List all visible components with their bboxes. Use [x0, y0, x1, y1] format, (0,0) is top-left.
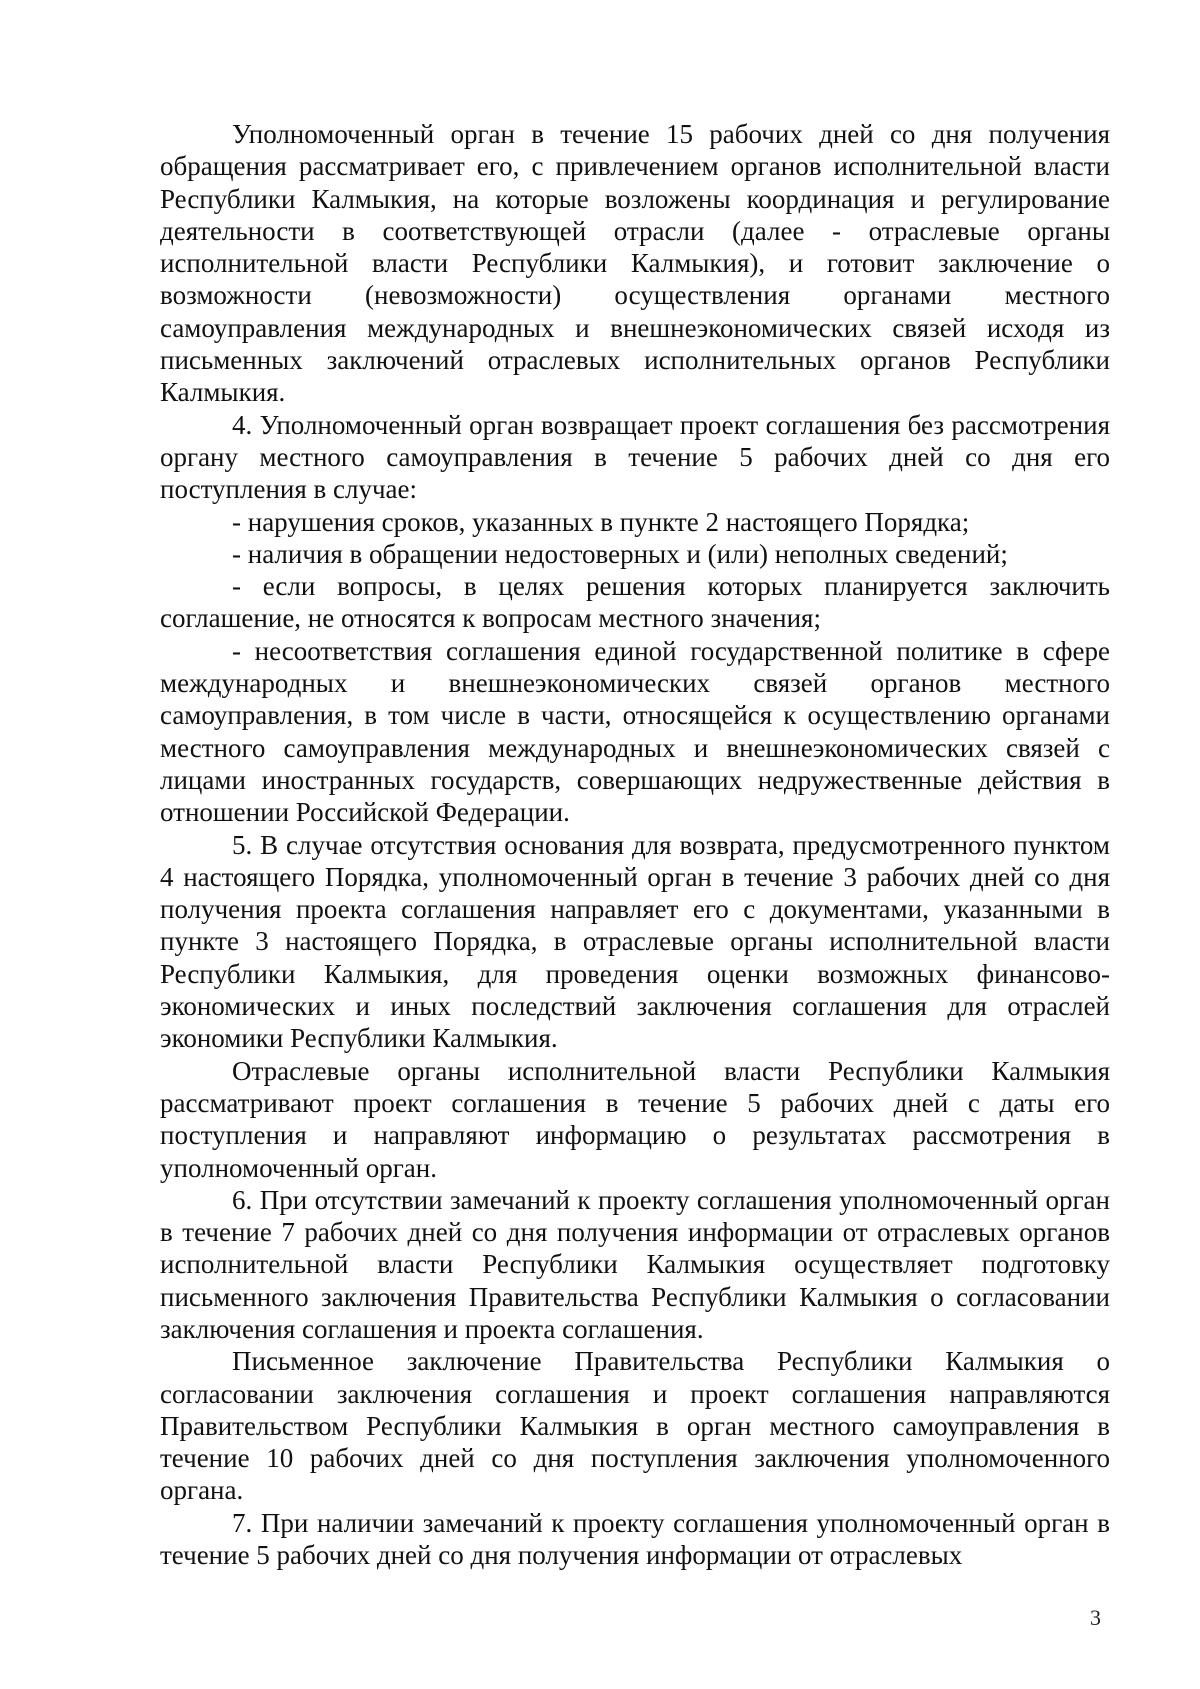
paragraph-item-5: 5. В случае отсутствия основания для возврата, предусмотренного пунктом 4 настоящего Порядка, уполномоченный орган в течение 3 рабочих дней со дня получения проекта соглашения направляет его с документами, указанными в пункте 3 настоящего Порядка, в отраслевые органы исполнительной власти Республики Калмыкия, для проведения оценки возможных финансово-экономических и иных последствий заключения соглашения для отраслей экономики Республики Калмыкия.: [160, 829, 1110, 1054]
document-body: [160, 118, 1110, 1571]
paragraph-authorized-body-review: Уполномоченный орган в течение 15 рабочих дней со дня получения обращения рассматривает его, с привлечением органов исполнительной власти Республики Калмыкия, на которые возложены координация и регулирование деятельности в соответствующей отрасли (далее - отраслевые органы исполнительной власти Республики Калмыкия), и готовит заключение о возможности (невозможности) осуществления органами местного самоуправления международных и внешнеэкономических связей исходя из письменных заключений отраслевых исполнительных органов Республики Калмыкия.: [160, 119, 1110, 408]
paragraph-written-conclusion: Письменное заключение Правительства Республики Калмыкия о согласовании заключения соглашения и проект соглашения направляются Правительством Республики Калмыкия в орган местного самоуправления в течение 10 рабочих дней со дня поступления заключения уполномоченного органа.: [160, 1346, 1110, 1506]
list-item-policy-mismatch: - несоответствия соглашения единой государственной политике в сфере международных и внешнеэкономических связей органов местного самоуправления, в том числе в части, относящейся к осуществлению органами местного самоуправления международных и внешнеэкономических связей с лицами иностранных государств, совершающих недружественные действия в отношении Российской Федерации.: [160, 635, 1110, 828]
page-number: 3: [1090, 1605, 1101, 1630]
paragraph-item-7: 7. При наличии замечаний к проекту соглашения уполномоченный орган в течение 5 рабочих дней со дня получения информации от отраслевых: [160, 1507, 1110, 1571]
paragraph-sector-bodies-review: Отраслевые органы исполнительной власти Республики Калмыкия рассматривают проект соглашения в течение 5 рабочих дней с даты его поступления и направляют информацию о результатах рассмотрения в уполномоченный орган.: [160, 1055, 1110, 1183]
paragraph-item-4: 4. Уполномоченный орган возвращает проект соглашения без рассмотрения органу местного самоуправления в течение 5 рабочих дней со дня его поступления в случае:: [160, 409, 1110, 505]
paragraph-item-6: 6. При отсутствии замечаний к проекту соглашения уполномоченный орган в течение 7 рабочих дней со дня получения информации от отраслевых органов исполнительной власти Республики Калмыкия осуществляет подготовку письменного заключения Правительства Республики Калмыкия о согласовании заключения соглашения и проекта соглашения.: [160, 1184, 1110, 1344]
list-item-not-local-matters: - если вопросы, в целях решения которых планируется заключить соглашение, не относятся к вопросам местного значения;: [160, 571, 1110, 634]
list-item-unreliable-info: - наличия в обращении недостоверных и (или) неполных сведений;: [232, 538, 1008, 569]
list-item-deadline-violation: - нарушения сроков, указанных в пункте 2 настоящего Порядка;: [232, 506, 970, 537]
